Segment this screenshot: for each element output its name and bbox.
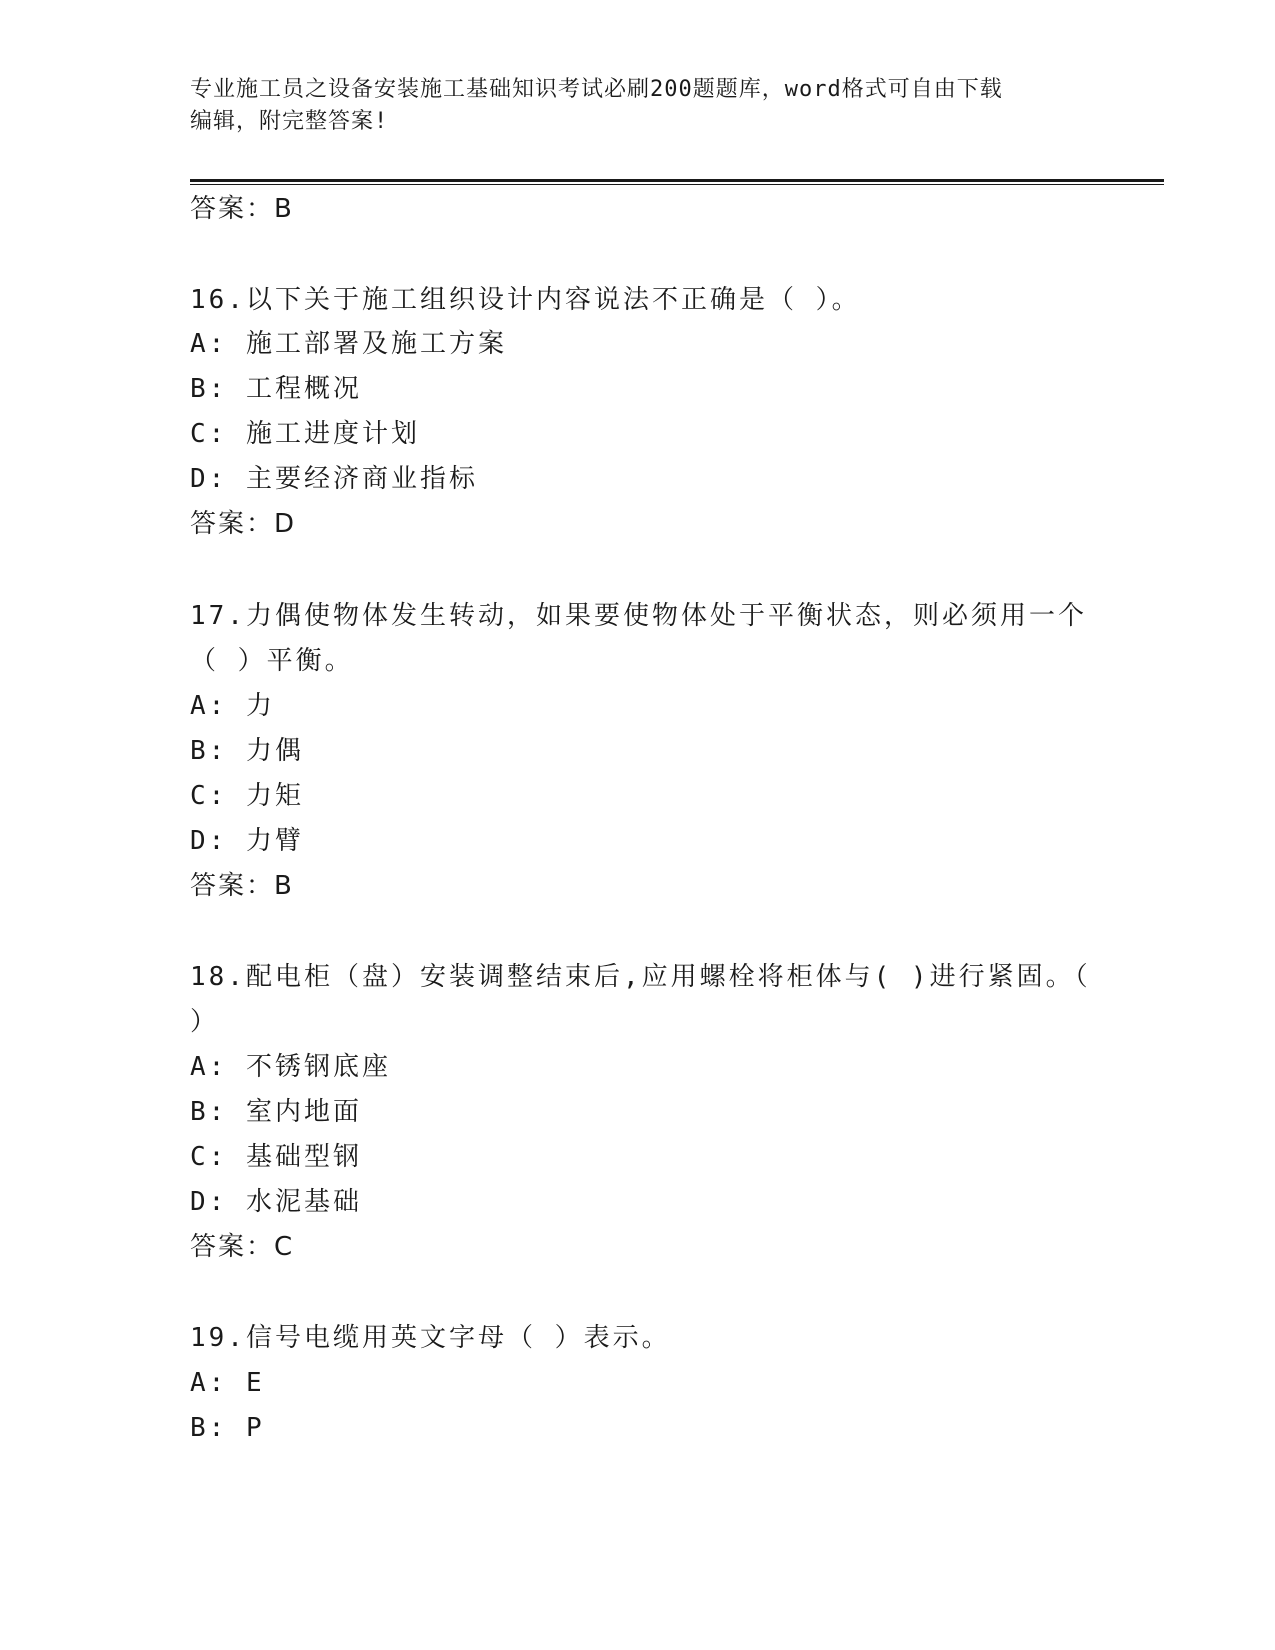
option-d: D: 主要经济商业指标 [190,464,478,494]
option-b: B: 工程概况 [190,374,362,404]
option-d: D: 水泥基础 [190,1187,362,1217]
header-rule-thin [190,184,1164,185]
option-a: A: 不锈钢底座 [190,1052,391,1082]
answer: 答案：B [190,871,294,901]
question-text-continued: ） [190,1007,220,1037]
option-a: A: 力 [190,691,275,721]
document-header [190,74,1070,138]
header-line-2: 编辑，附完整答案! [190,109,389,134]
question-text: 16.以下关于施工组织设计内容说法不正确是（ ）。 [190,285,861,315]
header-rule-thick [190,179,1164,182]
header-line-1: 专业施工员之设备安装施工基础知识考试必刷200题题库，word格式可自由下载 [190,77,1003,102]
answer: 答案：C [190,1232,295,1262]
option-c: C: 基础型钢 [190,1142,362,1172]
option-c: C: 施工进度计划 [190,419,420,449]
option-a: A: 施工部署及施工方案 [190,329,507,359]
question-text: 17.力偶使物体发生转动，如果要使物体处于平衡状态，则必须用一个 [190,601,1087,631]
question-text: 19.信号电缆用英文字母（ ）表示。 [190,1323,671,1353]
option-c: C: 力矩 [190,781,304,811]
option-b: B: 室内地面 [190,1097,362,1127]
option-d: D: 力臂 [190,826,304,856]
question-text: 18.配电柜（盘）安装调整结束后,应用螺栓将柜体与( )进行紧固。（ [190,962,1091,992]
answer: 答案：D [190,509,297,539]
option-b: B: 力偶 [190,736,304,766]
option-a: A: E [190,1368,265,1398]
question-text-continued: （ ）平衡。 [190,646,354,676]
option-b: B: P [190,1413,265,1443]
previous-answer: 答案：B [190,194,294,224]
